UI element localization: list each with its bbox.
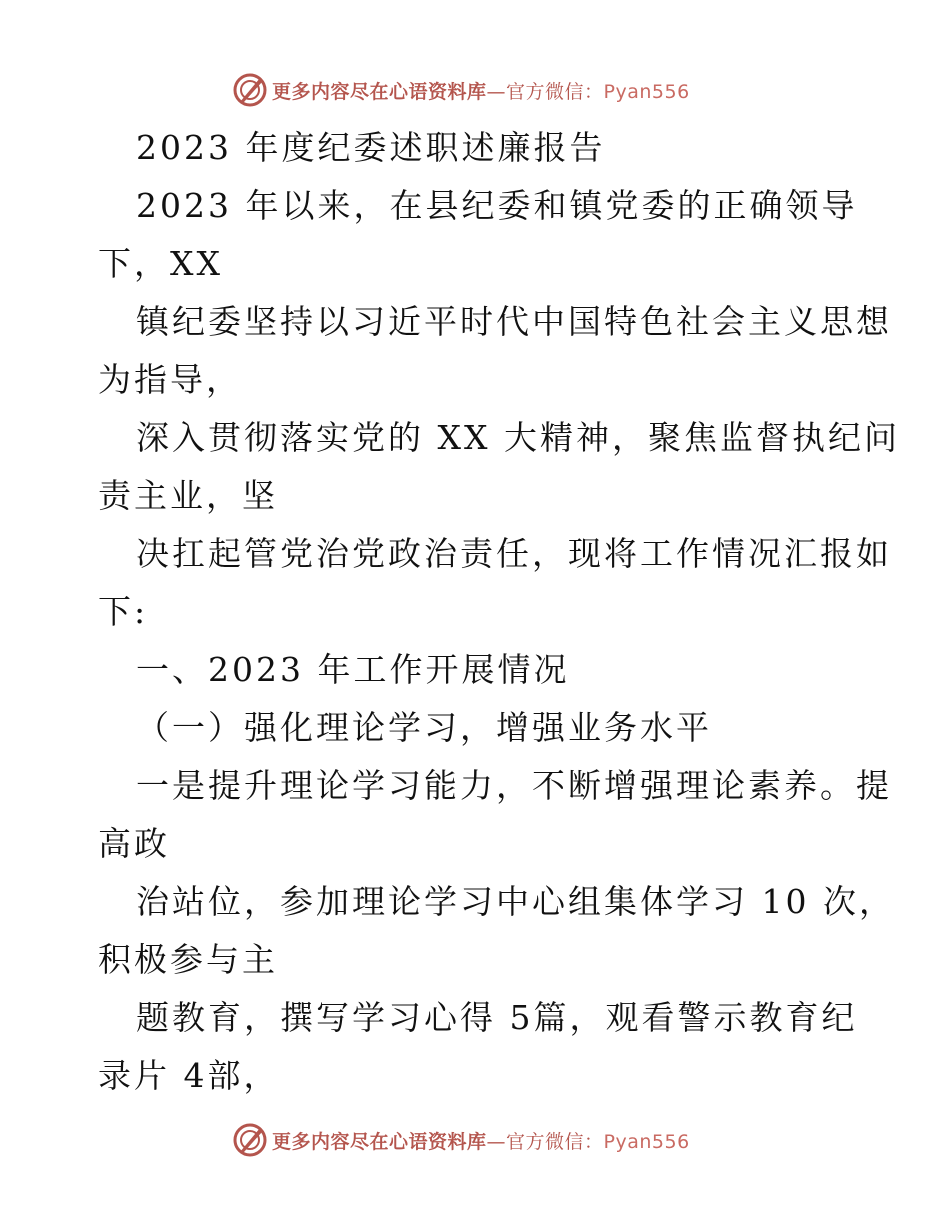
document-title: 2023 年度纪委述职述廉报告 (136, 128, 606, 167)
paragraph-line: 2023 年以来，在县纪委和镇党委的正确领导 (136, 186, 858, 225)
section-heading: 一、2023 年工作开展情况 (136, 650, 570, 689)
paragraph-line: 下，XX (98, 244, 223, 283)
subsection-heading: （一）强化理论学习，增强业务水平 (136, 708, 712, 747)
watermark-label: 官方微信： (506, 1130, 604, 1153)
paragraph-line: 决扛起管党治党政治责任，现将工作情况汇报如 (136, 534, 892, 573)
paragraph-line: 治站位，参加理论学习中心组集体学习 10 次， (136, 882, 895, 921)
paragraph-line: 为指导， (98, 360, 242, 399)
paragraph-line: 高政 (98, 824, 170, 863)
paragraph-line: 积极参与主 (98, 940, 278, 979)
watermark-brand: 更多内容尽在心语资料库 (272, 80, 487, 103)
watermark-brand: 更多内容尽在心语资料库 (272, 1130, 487, 1153)
paragraph-line: 录片 4部， (98, 1056, 280, 1095)
paragraph-line: 一是提升理论学习能力，不断增强理论素养。提 (136, 766, 892, 805)
watermark-text (272, 1127, 690, 1154)
watermark-footer (232, 1120, 712, 1160)
quill-logo-icon (232, 1122, 268, 1158)
paragraph-line: 下: (98, 592, 149, 631)
watermark-separator: — (486, 1130, 507, 1153)
watermark-label: 官方微信： (506, 80, 604, 103)
watermark-separator: — (486, 80, 507, 103)
paragraph-line: 深入贯彻落实党的 XX 大精神，聚焦监督执纪问 (136, 418, 900, 457)
paragraph-line: 责主业，坚 (98, 476, 278, 515)
watermark-id: Pyan556 (603, 80, 690, 103)
watermark-id: Pyan556 (603, 1130, 690, 1153)
paragraph-line: 镇纪委坚持以习近平时代中国特色社会主义思想 (136, 302, 892, 341)
paragraph-line: 题教育，撰写学习心得 5篇，观看警示教育纪 (136, 998, 858, 1037)
